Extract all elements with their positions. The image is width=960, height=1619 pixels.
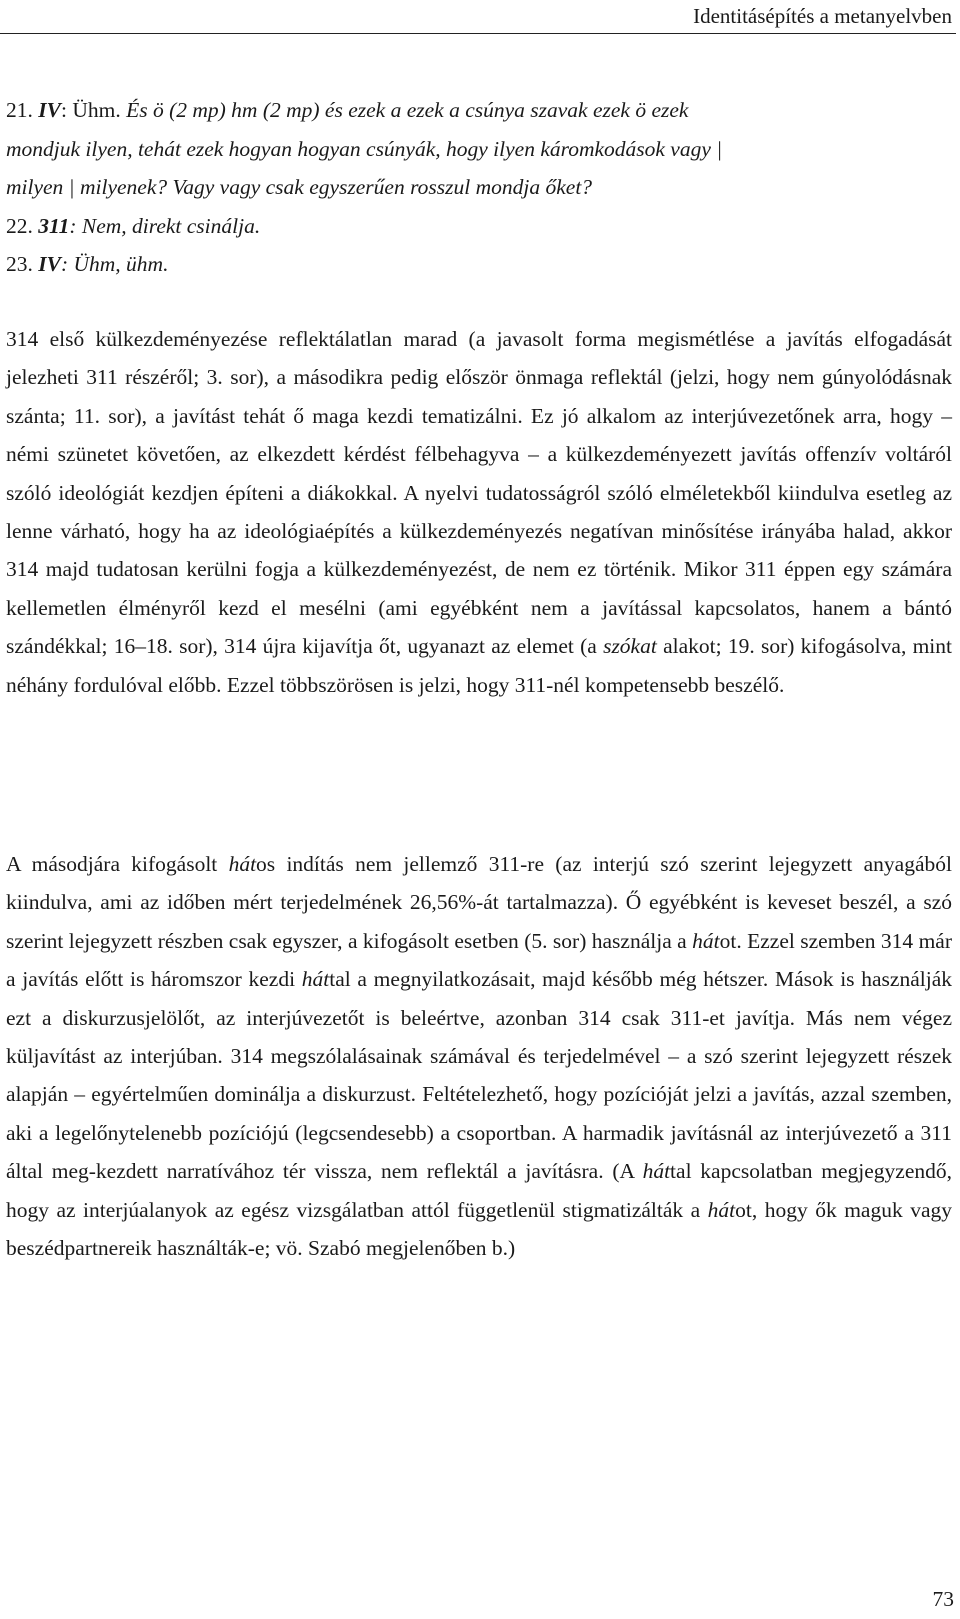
paragraph-text: ot, hogy ők maguk vagy beszédpartnereik használták-e; vö. Szabó megjelenőben b.) [6, 1197, 952, 1261]
body-paragraph-1 [6, 320, 952, 704]
paragraph-text: tal a megnyilatkozásait, majd később még hétszer. Mások is használják ezt a diskurzusjelölőt, az interjúvezetőt is beleértve, azonban 314 csak 311-et javítja. Más nem végez küljavítást az interjúban. 314 megszólalásainak számával és terjedelmével – a szó szerint lejegyzett részek alapján – egyértelműen dominálja a diskurzust. Feltételezhető, hogy pozícióját jelzi a javítás, azzal szemben, aki a legelőnytelenebb pozíciójú (legcsendesebb) a csoportban. A harmadik javításnál az interjúvezető a 311 által meg-kezdett narratívához tér vissza, nem reflektál a javításra. (A [6, 967, 952, 1184]
page-number: 73 [932, 1587, 954, 1611]
paragraph-text: A másodjára kifogásolt [6, 852, 229, 876]
transcript-line-21-cont [6, 130, 956, 169]
transcript-line-22 [6, 207, 956, 246]
paragraph-text: ot. Ezzel szemben 314 már a javítás előtt is háromszor kezdi [6, 928, 952, 992]
body-paragraph-2 [6, 845, 952, 1267]
running-header [0, 0, 956, 34]
paragraph-text: 314 első külkezdeményezése reflektálatlan marad (a javasolt forma megismétlése a javítás elfogadását jelezheti 311 részéről; 3. sor), a másodikra pedig először önmaga reflektál (jelzi, hogy nem gúnyolódásnak szánta; 11. sor), a javítást tehát ő maga kezdi tematizálni. Ez jó alkalom az interjúvezetőnek arra, hogy – némi szünetet követően, az elkezdett kérdést félbehagyva – a külkezdeményezett javítás offenzív voltáról szóló ideológiát kezdjen építeni a diákokkal. A nyelvi tudatosságról szóló elméletekből kiindulva esetleg az lenne várható, hogy ha az ideológiaépítés a külkezdeményezés negatívan minősítése irányába halad, akkor 314 majd tudatosan kerülni fogja a külkezdeményezést, de nem ez történik. Mikor 311 éppen egy számára kellemetlen élményről kezd el mesélni (ami egyébként nem a javítással kapcsolatos, hanem a bántó szándékkal; 16–18. sor), 314 újra kijavítja őt, ugyanazt az elemet (a [6, 327, 952, 659]
line-number: 21. [6, 98, 33, 122]
transcript-excerpt [6, 91, 956, 284]
utterance-text: : Ühm. [60, 98, 127, 122]
line-number: 22. [6, 213, 33, 238]
speaker-label: IV [38, 252, 61, 276]
italic-term: szókat [603, 634, 657, 659]
running-title: Identitásépítés a metanyelvben [693, 4, 952, 28]
paragraph-text: os indítás nem jellemző 311-re (az interjú szó szerint lejegyzett anyagából kiindulva, ami az időben mért terjedelmének 26,56%-át tartalmazza). Ő egyébként is keveset beszél, a szó szerint lejegyzett részben csak egyszer, a kifogásolt esetben (5. sor) használja a [6, 852, 952, 953]
transcript-line-21-cont [6, 168, 956, 207]
paragraph-text: tal kapcsolatban megjegyzendő, hogy az interjúalanyok az egész vizsgálatban attól függetlenül stigmatizálták a [6, 1159, 952, 1222]
italic-term: hát [301, 967, 330, 992]
utterance-italic: : Ühm, ühm. [60, 252, 169, 276]
utterance-italic: : Nem, direkt csinálja. [69, 213, 261, 238]
italic-term: hát [642, 1159, 671, 1184]
utterance-italic: milyen | milyenek? Vagy vagy csak egyszerűen rosszul mondja őket? [6, 175, 593, 199]
line-number: 23. [6, 252, 33, 276]
speaker-label: 311 [38, 213, 70, 238]
italic-term: hát [692, 928, 720, 953]
utterance-italic: mondjuk ilyen, tehát ezek hogyan hogyan csúnyák, hogy ilyen káromkodások vagy | [6, 136, 723, 161]
speaker-label: IV [38, 98, 61, 122]
italic-term: hát [707, 1197, 736, 1222]
transcript-line-21 [6, 91, 956, 130]
paragraph-text: alakot; 19. sor) kifogásolva, mint néhány fordulóval előbb. Ezzel többszörösen is jelzi, hogy 311-nél kompetensebb beszélő. [6, 634, 952, 697]
utterance-italic: És ö (2 mp) hm (2 mp) és ezek a ezek a csúnya szavak ezek ö ezek [126, 98, 689, 122]
transcript-line-23 [6, 245, 956, 284]
italic-term: hát [228, 852, 257, 876]
